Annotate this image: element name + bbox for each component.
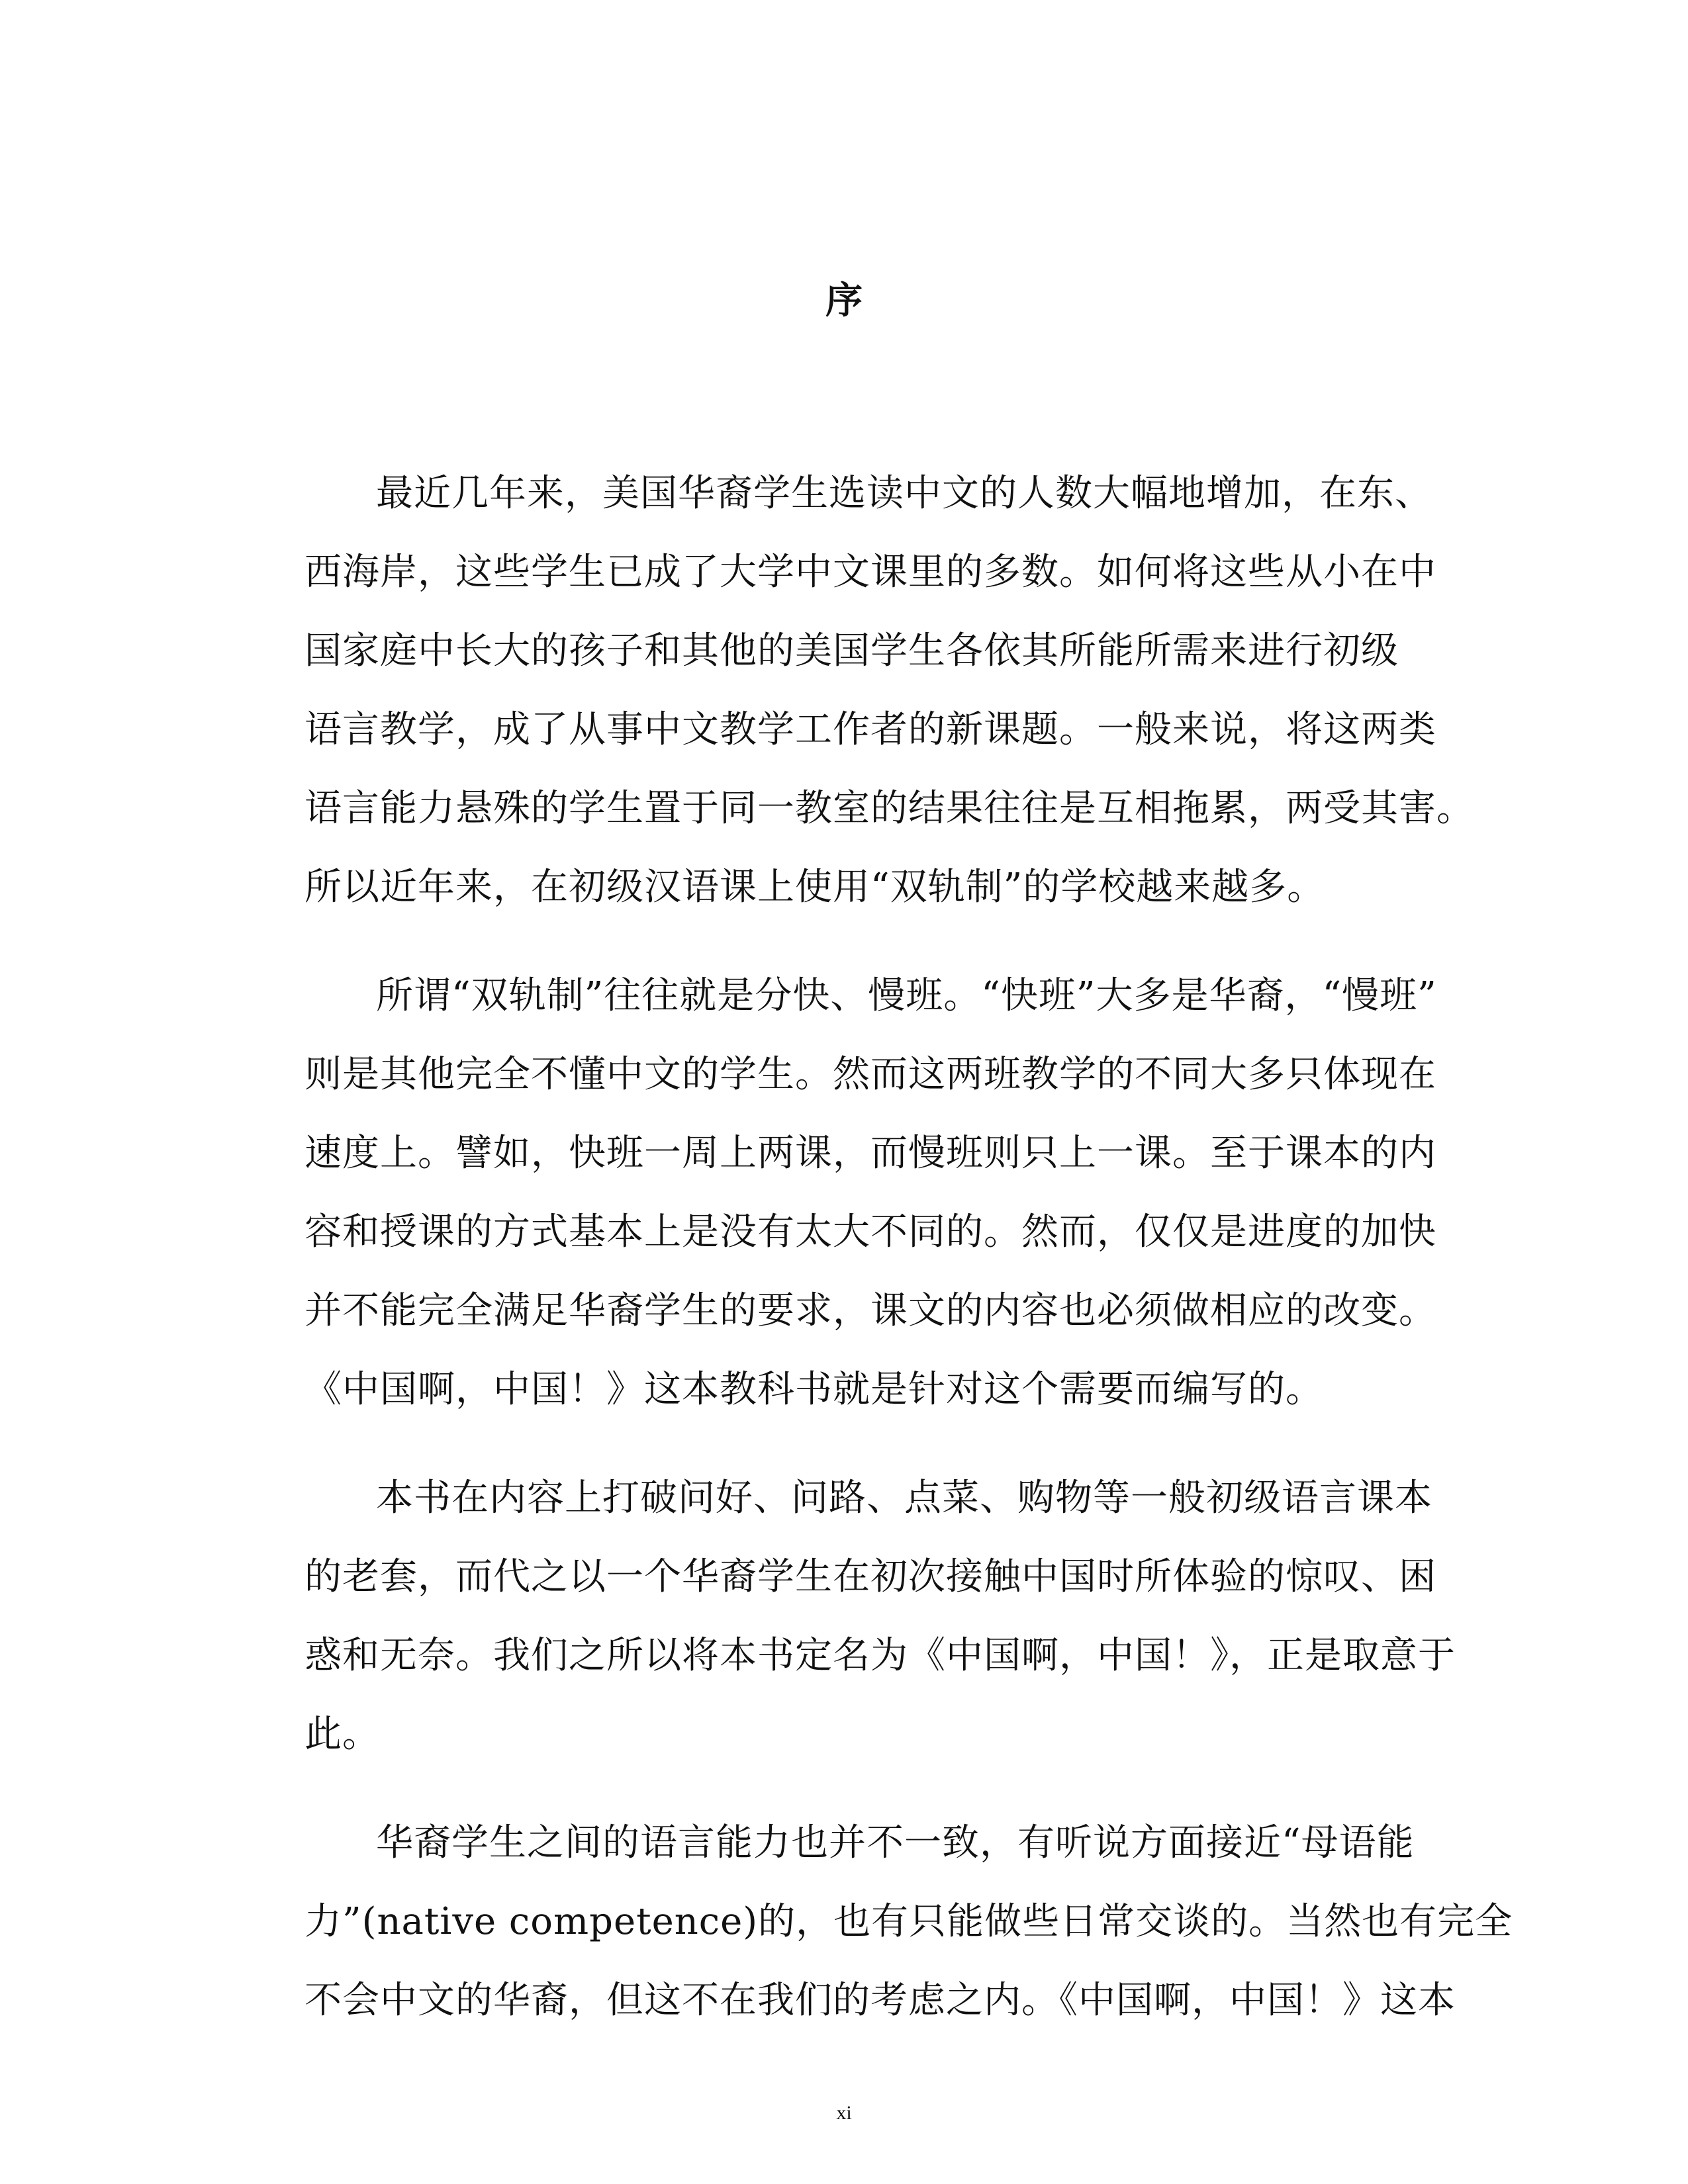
text-line: 的老套，而代之以一个华裔学生在初次接触中国时所体验的惊叹、困 [305, 1555, 1436, 1598]
text-line: 速度上。譬如，快班一周上两课，而慢班则只上一课。至于课本的内 [305, 1132, 1436, 1175]
text-line: 华裔学生之间的语言能力也并不一致，有听说方面接近“母语能 [376, 1821, 1415, 1864]
text-line: 所谓“双轨制”往往就是分快、慢班。“快班”大多是华裔，“慢班” [376, 974, 1437, 1017]
body-text [305, 454, 1513, 2070]
text-line: 《中国啊，中国！》这本教科书就是针对这个需要而编写的。 [305, 1368, 1323, 1411]
text-line: 西海岸，这些学生已成了大学中文课里的多数。如何将这些从小在中 [305, 551, 1436, 594]
text-line: 此。 [305, 1713, 380, 1756]
paragraph-4 [305, 1803, 1513, 2040]
paragraph-3 [305, 1459, 1456, 1774]
page-number: xi [836, 2102, 852, 2124]
text-line: 语言教学，成了从事中文教学工作者的新课题。一般来说，将这两类 [305, 708, 1436, 751]
page-title: 序 [825, 279, 863, 322]
text-line: 则是其他完全不懂中文的学生。然而这两班教学的不同大多只体现在 [305, 1053, 1436, 1096]
text-line: 不会中文的华裔，但这不在我们的考虑之内。《中国啊，中国！》这本 [305, 1979, 1456, 2022]
paragraph-1 [305, 454, 1474, 927]
text-line: 国家庭中长大的孩子和其他的美国学生各依其所能所需来进行初级 [305, 629, 1399, 672]
text-line: 本书在内容上打破问好、问路、点菜、购物等一般初级语言课本 [376, 1477, 1432, 1520]
text-line: 语言能力悬殊的学生置于同一教室的结果往往是互相拖累，两受其害。 [305, 787, 1474, 830]
text-line: 并不能完全满足华裔学生的要求，课文的内容也必须做相应的改变。 [305, 1289, 1436, 1332]
text-line: 惑和无奈。我们之所以将本书定名为《中国啊，中国！》，正是取意于 [305, 1634, 1456, 1677]
text-line: 所以近年来，在初级汉语课上使用“双轨制”的学校越来越多。 [305, 866, 1325, 909]
text-line: 最近几年来，美国华裔学生选读中文的人数大幅地增加，在东、 [376, 472, 1432, 515]
paragraph-2 [305, 956, 1437, 1429]
text-line: 力”(native competence)的，也有只能做些日常交谈的。当然也有完全 [305, 1900, 1513, 1943]
text-line: 容和授课的方式基本上是没有太大不同的。然而，仅仅是进度的加快 [305, 1210, 1436, 1253]
